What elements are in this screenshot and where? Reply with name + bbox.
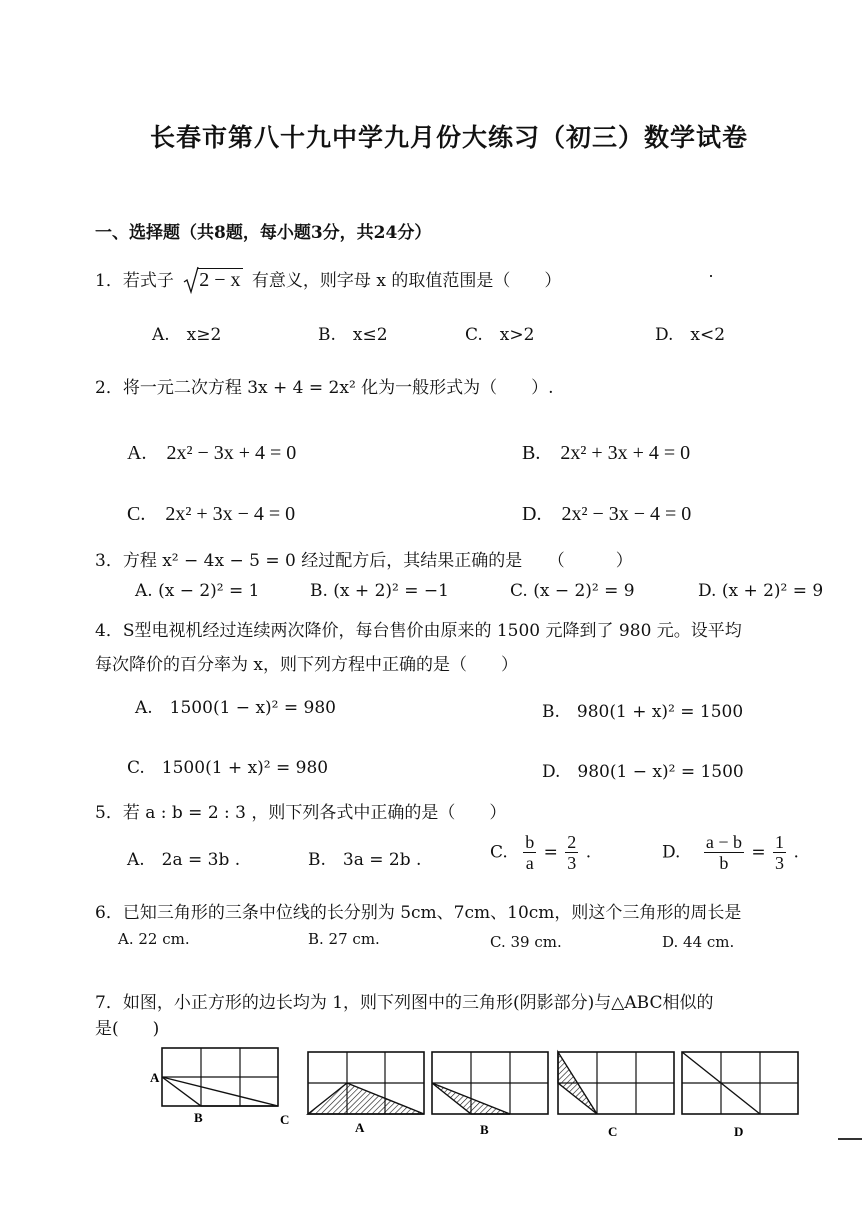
fraction-numerator: 1 bbox=[775, 832, 785, 852]
reference-figure-abc bbox=[150, 1048, 289, 1127]
q6-option-b: B. 27 cm. bbox=[308, 930, 380, 948]
question-7-line2: 是( ) bbox=[95, 1019, 160, 1039]
q5-option-d bbox=[662, 832, 799, 873]
q6-option-d: D. 44 cm. bbox=[662, 933, 735, 951]
q5-option-a: A. 2a = 3b . bbox=[127, 850, 241, 870]
fraction-denominator: b bbox=[719, 853, 729, 873]
q3-option-c: C. (x − 2)² = 9 bbox=[510, 581, 635, 601]
point-label-a: A bbox=[150, 1070, 160, 1085]
fraction-denominator: 3 bbox=[775, 853, 785, 873]
fraction-numerator: 2 bbox=[567, 832, 577, 852]
question-6: 6．已知三角形的三条中位线的长分别为 5cm、7cm、10cm，则这个三角形的周长是 bbox=[95, 903, 742, 923]
fraction-denominator: 3 bbox=[567, 853, 577, 873]
scan-speck bbox=[710, 275, 712, 277]
q5-c-fraction-left bbox=[523, 832, 536, 873]
question-4-line2: 每次降价的百分率为 x，则下列方程中正确的是（ ） bbox=[95, 655, 518, 675]
q6-option-a: A. 22 cm. bbox=[118, 930, 190, 948]
q5-option-c-label: C. bbox=[490, 842, 508, 863]
triangle-abc bbox=[162, 1077, 278, 1106]
q1-radicand: 2 − x bbox=[199, 269, 241, 291]
fraction-numerator: b bbox=[525, 832, 535, 852]
q4-option-b: B. 980(1 + x)² = 1500 bbox=[542, 702, 744, 722]
fraction-denominator: a bbox=[525, 853, 534, 873]
option-label-a: A bbox=[355, 1120, 365, 1135]
q2-option-b-text: B. 2x² + 3x + 4 = 0 bbox=[522, 442, 691, 464]
q1-stem: 1．若式子 bbox=[95, 271, 174, 291]
q3-option-b: B. (x + 2)² = −1 bbox=[310, 581, 449, 601]
question-4-line1: 4．S型电视机经过连续两次降价，每台售价由原来的 1500 元降到了 980 元。设平均 bbox=[95, 621, 742, 641]
q2-option-a bbox=[127, 436, 296, 465]
q4-option-c: C. 1500(1 + x)² = 980 bbox=[127, 758, 329, 778]
question-1 bbox=[95, 266, 561, 292]
q7-figures bbox=[140, 1040, 820, 1150]
question-3: 3．方程 x² − 4x − 5 = 0 经过配方后，其结果正确的是 （ ） bbox=[95, 551, 633, 571]
sqrt-expression bbox=[183, 269, 242, 292]
q2-option-c bbox=[127, 497, 295, 526]
point-label-c: C bbox=[280, 1112, 290, 1127]
equals-sign: = bbox=[751, 842, 766, 863]
period: . bbox=[585, 842, 592, 863]
option-label-b: B bbox=[480, 1122, 489, 1137]
q1-option-d: D. x<2 bbox=[655, 325, 726, 345]
q2-option-d-text: D. 2x² − 3x − 4 = 0 bbox=[522, 503, 692, 525]
q1-option-b: B. x≤2 bbox=[318, 325, 388, 345]
q3-option-d: D. (x + 2)² = 9 bbox=[698, 581, 824, 601]
q4-option-d: D. 980(1 − x)² = 1500 bbox=[542, 762, 744, 782]
q2-option-d bbox=[522, 497, 691, 526]
q5-option-d-label: D. bbox=[662, 842, 681, 863]
q5-option-c bbox=[490, 832, 591, 873]
q5-d-fraction-right bbox=[773, 832, 786, 873]
question-5: 5．若 a : b = 2 : 3 ，则下列各式中正确的是（ ） bbox=[95, 803, 507, 823]
shaded-triangle bbox=[308, 1083, 424, 1114]
q1-option-a: A. x≥2 bbox=[152, 325, 222, 345]
option-b-figure bbox=[432, 1052, 548, 1137]
point-label-b: B bbox=[194, 1110, 203, 1125]
period: . bbox=[793, 842, 799, 863]
option-label-c: C bbox=[608, 1124, 618, 1139]
q4-option-a: A. 1500(1 − x)² = 980 bbox=[135, 698, 336, 718]
q2-option-c-text: C. 2x² + 3x − 4 = 0 bbox=[127, 503, 296, 525]
option-d-figure bbox=[682, 1052, 798, 1139]
radical-sign-icon bbox=[183, 266, 199, 294]
q3-option-a: A. (x − 2)² = 1 bbox=[135, 581, 260, 601]
q5-option-b: B. 3a = 2b . bbox=[308, 850, 422, 870]
q6-option-c: C. 39 cm. bbox=[490, 933, 562, 951]
section-heading: 一、选择题（共8题，每小题3分，共24分） bbox=[95, 223, 432, 243]
q1-stem-end: 有意义，则字母 x 的取值范围是（ ） bbox=[251, 271, 562, 291]
q2-option-a-text: A. 2x² − 3x + 4 = 0 bbox=[127, 442, 297, 464]
equals-sign: = bbox=[543, 842, 558, 863]
scan-speck bbox=[838, 1138, 862, 1140]
option-a-figure bbox=[308, 1052, 424, 1135]
fraction-numerator: a − b bbox=[705, 832, 742, 852]
option-label-d: D bbox=[734, 1124, 744, 1139]
q2-option-b bbox=[522, 436, 690, 465]
q5-d-fraction-left bbox=[704, 832, 744, 873]
q1-option-c: C. x>2 bbox=[465, 325, 535, 345]
q5-c-fraction-right bbox=[565, 832, 578, 873]
question-7-line1: 7．如图，小正方形的边长均为 1，则下列图中的三角形(阴影部分)与△ABC相似的 bbox=[95, 993, 714, 1013]
question-2: 2．将一元二次方程 3x + 4 = 2x² 化为一般形式为（ ）. bbox=[95, 378, 554, 398]
page-title: 长春市第八十九中学九月份大练习（初三）数学试卷 bbox=[150, 123, 749, 152]
option-c-figure bbox=[558, 1052, 674, 1139]
